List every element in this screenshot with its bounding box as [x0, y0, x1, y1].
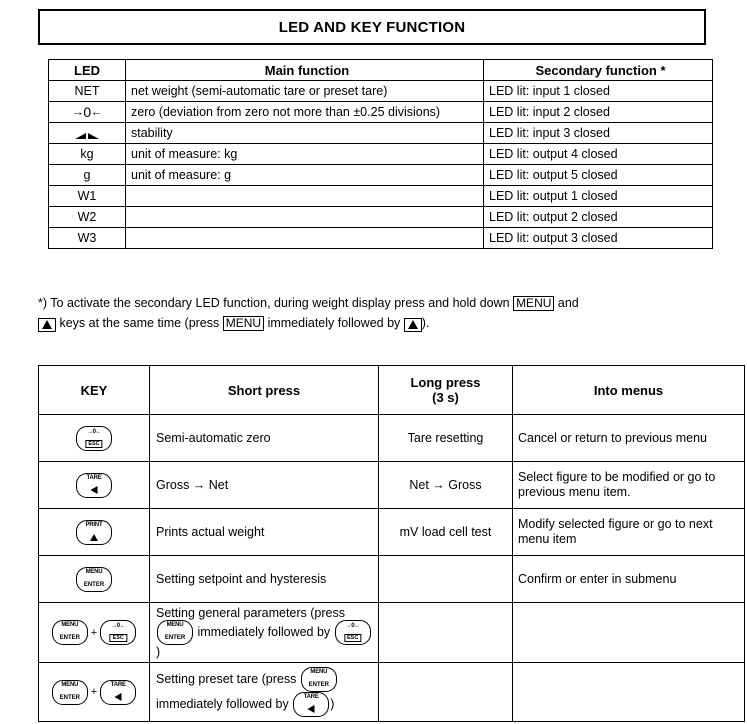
short-press-action: Semi-automatic zero: [150, 415, 379, 462]
tare-key-label: TARE: [303, 694, 319, 700]
up-arrow-key-inline-2: [404, 318, 422, 332]
table-row: [39, 509, 745, 556]
into-menus-action: Confirm or enter in submenu: [513, 556, 745, 603]
tare-left-key-icon[interactable]: [100, 680, 136, 705]
led-secondary-function: LED lit: output 2 closed: [484, 207, 713, 228]
table-row: [49, 102, 713, 123]
led-label: g: [49, 165, 126, 186]
column-header-short-press: Short press: [150, 366, 379, 415]
tare-left-key-icon[interactable]: [76, 473, 112, 498]
key-cell-print-up: [39, 509, 150, 556]
zero-key-label: →0←: [87, 428, 101, 435]
left-arrow-icon: [115, 693, 122, 701]
into-menus-action: [513, 663, 745, 722]
table-row: [39, 603, 745, 663]
footnote-text-part4: immediately followed by: [267, 316, 401, 330]
key-function-table: [38, 365, 745, 722]
led-secondary-function: LED lit: output 1 closed: [484, 186, 713, 207]
column-header-into-menus: Into menus: [513, 366, 745, 415]
table-row: [49, 81, 713, 102]
table-row: [49, 123, 713, 144]
footnote-text-part3: keys at the same time (press: [59, 316, 220, 330]
long-press-line1: Long press: [410, 375, 481, 390]
esc-key-label: ESC: [344, 634, 361, 642]
led-secondary-function: LED lit: output 5 closed: [484, 165, 713, 186]
esc-key-label: ESC: [110, 634, 127, 642]
short-press-action: Gross → Net: [150, 462, 379, 509]
zero-key-label: →0←: [111, 623, 126, 629]
led-main-function: [126, 186, 484, 207]
table-row: [39, 556, 745, 603]
led-main-function: stability: [126, 123, 484, 144]
long-press-action: mV load cell test: [379, 509, 513, 556]
zero-esc-key-icon[interactable]: [76, 426, 112, 451]
print-key-label: PRINT: [85, 521, 103, 528]
table-row: [39, 462, 745, 509]
table-row: [49, 144, 713, 165]
menu-key-inline-2: MENU: [223, 316, 264, 331]
long-press-action: Net → Gross: [379, 462, 513, 509]
menu-key-label: MENU: [61, 622, 79, 628]
page-title-banner: [38, 9, 706, 45]
footnote-text-part5: ).: [421, 316, 430, 330]
key-cell-zero-esc: [39, 415, 150, 462]
long-press-action: Tare resetting: [379, 415, 513, 462]
menu-key-label: MENU: [85, 568, 103, 575]
zero-esc-key-icon[interactable]: [335, 620, 371, 645]
into-menus-action: Modify selected figure or go to next menu item: [513, 509, 745, 556]
tare-key-label: TARE: [110, 681, 126, 688]
short-press-action: [150, 663, 379, 722]
key-cell-tare-left: [39, 462, 150, 509]
table-row: [49, 207, 713, 228]
short-press-action: Setting setpoint and hysteresis: [150, 556, 379, 603]
menu-key-label: MENU: [310, 669, 328, 675]
footnote-text-part2: and: [557, 296, 579, 310]
long-press-action: [379, 663, 513, 722]
led-main-function: zero (deviation from zero not more than ±0.25 divisions): [126, 102, 484, 123]
table-header-row: [49, 60, 713, 81]
plus-sign: +: [90, 626, 98, 639]
key-cell-menu-plus-esc: [39, 603, 150, 663]
led-label: W3: [49, 228, 126, 249]
into-menus-action: Select figure to be modified or go to previous menu item.: [513, 462, 745, 509]
zero-esc-key-icon[interactable]: [100, 620, 136, 645]
led-function-table: [48, 59, 713, 249]
long-press-action: [379, 603, 513, 663]
left-arrow-icon: [91, 486, 98, 494]
led-label: kg: [49, 144, 126, 165]
led-label-stability: [49, 123, 126, 144]
long-press-line2: (3 s): [432, 390, 459, 405]
menu-enter-key-icon[interactable]: [76, 567, 112, 592]
short-press-action: [150, 603, 379, 663]
short-press-text-part2: immediately followed by: [156, 696, 289, 711]
up-arrow-icon: [90, 534, 98, 541]
menu-enter-key-icon[interactable]: [52, 620, 88, 645]
short-press-text-part1: Setting preset tare (press: [156, 671, 297, 686]
menu-enter-key-icon[interactable]: [301, 667, 337, 692]
column-header-long-press: [379, 366, 513, 415]
menu-enter-key-icon[interactable]: [52, 680, 88, 705]
column-header-secondary-function: Secondary function *: [484, 60, 713, 81]
led-main-function: [126, 207, 484, 228]
enter-key-label: ENTER: [83, 581, 105, 588]
column-header-main-function: Main function: [126, 60, 484, 81]
short-press-action: Prints actual weight: [150, 509, 379, 556]
tare-key-label: TARE: [86, 474, 102, 481]
short-press-text-part1: Setting general parameters (press: [156, 606, 345, 620]
esc-key-label: ESC: [85, 440, 102, 448]
menu-key-inline: MENU: [513, 296, 554, 311]
up-arrow-key-inline: [38, 318, 56, 332]
enter-key-label: ENTER: [164, 635, 186, 641]
stability-indicator-icon: [49, 123, 125, 143]
table-row: [49, 186, 713, 207]
led-secondary-function: LED lit: input 3 closed: [484, 123, 713, 144]
led-secondary-function: LED lit: input 1 closed: [484, 81, 713, 102]
column-header-key: KEY: [39, 366, 150, 415]
print-up-key-icon[interactable]: [76, 520, 112, 545]
led-label-zero: [49, 102, 126, 123]
zero-indicator-icon: → 0 ←: [71, 104, 103, 120]
left-arrow-icon: [308, 705, 315, 713]
enter-key-label: ENTER: [59, 635, 80, 641]
enter-key-label: ENTER: [308, 682, 330, 688]
zero-key-label: →0←: [345, 623, 360, 629]
long-press-action: [379, 556, 513, 603]
led-main-function: [126, 228, 484, 249]
menu-key-label: MENU: [166, 622, 184, 628]
key-cell-menu-enter: [39, 556, 150, 603]
plus-sign: +: [90, 686, 98, 698]
short-press-text-part3: ): [156, 645, 161, 659]
table-row: [39, 663, 745, 722]
led-main-function: net weight (semi-automatic tare or preset tare): [126, 81, 484, 102]
led-main-function: unit of measure: g: [126, 165, 484, 186]
footnote-paragraph: [38, 293, 714, 333]
led-label: NET: [49, 81, 126, 102]
key-cell-menu-plus-tare: [39, 663, 150, 722]
table-row: [39, 415, 745, 462]
tare-left-key-icon[interactable]: [293, 692, 329, 717]
into-menus-action: [513, 603, 745, 663]
led-label: W2: [49, 207, 126, 228]
short-press-text-part2: immediately followed by: [197, 624, 331, 639]
column-header-led: LED: [49, 60, 126, 81]
footnote-text-part1: *) To activate the secondary LED function, during weight display press and hold down: [38, 296, 510, 310]
menu-enter-key-icon[interactable]: [157, 620, 193, 645]
led-main-function: unit of measure: kg: [126, 144, 484, 165]
led-secondary-function: LED lit: input 2 closed: [484, 102, 713, 123]
short-press-text-part3: ): [330, 696, 335, 711]
table-row: [49, 228, 713, 249]
led-secondary-function: LED lit: output 4 closed: [484, 144, 713, 165]
page-title: LED AND KEY FUNCTION: [278, 18, 466, 36]
menu-key-label: MENU: [61, 681, 79, 688]
led-label: W1: [49, 186, 126, 207]
table-row: [49, 165, 713, 186]
enter-key-label: ENTER: [59, 694, 80, 701]
led-secondary-function: LED lit: output 3 closed: [484, 228, 713, 249]
table-header-row: [39, 366, 745, 415]
into-menus-action: Cancel or return to previous menu: [513, 415, 745, 462]
